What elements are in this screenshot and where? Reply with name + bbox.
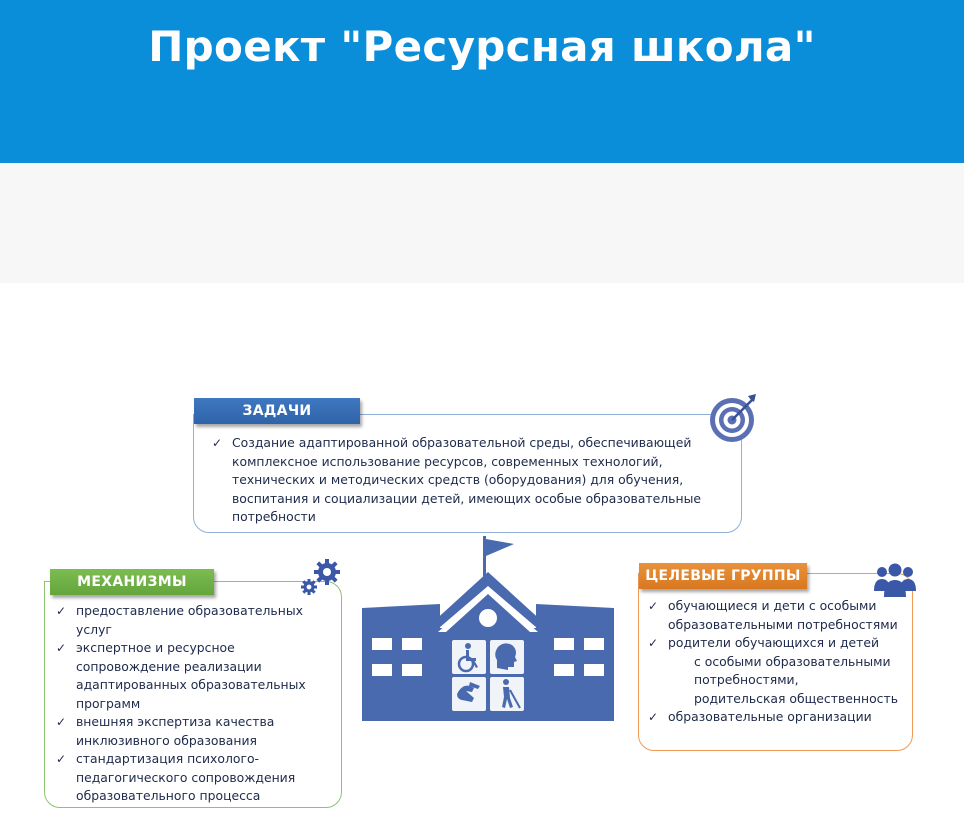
target-icon	[708, 394, 760, 444]
list-item: ✓ стандартизация психолого-педагогического сопровождения образовательного процесса	[56, 750, 336, 806]
school-building-icon	[362, 536, 614, 722]
tasks-tab: ЗАДАЧИ	[194, 398, 360, 424]
page-title: Проект "Ресурсная школа"	[148, 22, 816, 71]
target-groups-list	[648, 597, 910, 727]
list-item: ✓ экспертное и ресурсное сопровождение реализации адаптированных образовательных программ	[56, 639, 336, 713]
list-item: ✓ родители обучающихся и детей с особыми образовательными потребностями, родительская общественность	[648, 634, 910, 708]
mechanisms-list	[56, 602, 336, 806]
list-item: ✓ Создание адаптированной образовательной среды, обеспечивающей комплексное использование ресурсов, современных технологий, технических и методических средств (оборудования) для обучения, воспитания и социализации детей, имеющих особые образовательные потребности	[212, 434, 712, 527]
list-item: ✓ обучающиеся и дети с особыми образовательными потребностями	[648, 597, 910, 634]
gears-icon	[299, 557, 345, 597]
spacer-band	[0, 163, 964, 283]
tasks-list	[212, 434, 712, 527]
target-groups-tab: ЦЕЛЕВЫЕ ГРУППЫ	[639, 563, 807, 589]
list-item: ✓ образовательные организации	[648, 708, 910, 727]
mechanisms-tab: МЕХАНИЗМЫ	[50, 569, 214, 595]
list-item: ✓ предоставление образовательных услуг	[56, 602, 336, 639]
people-group-icon	[872, 561, 918, 599]
list-item: ✓ внешняя экспертиза качества инклюзивного образования	[56, 713, 336, 750]
